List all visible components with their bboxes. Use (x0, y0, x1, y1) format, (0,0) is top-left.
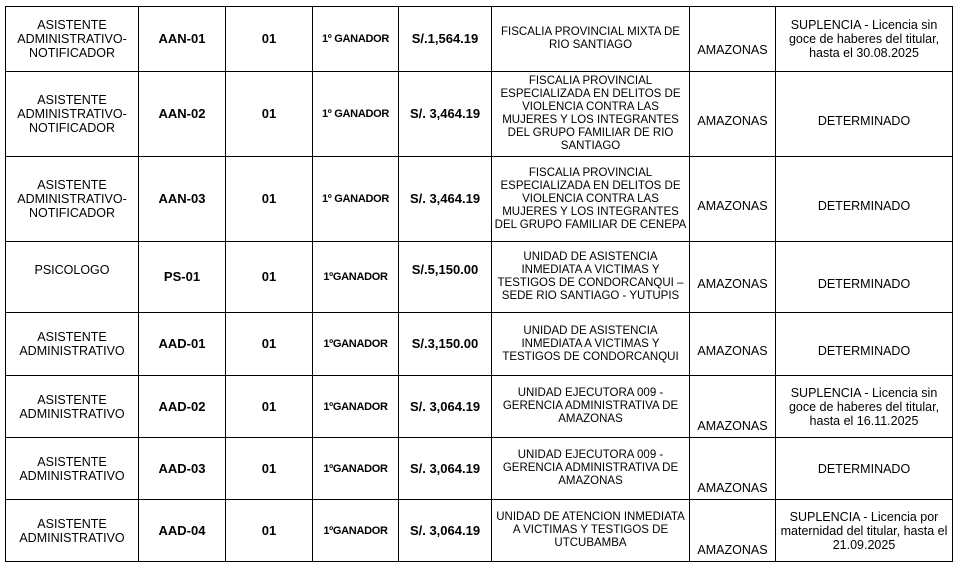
cantidad-cell: 01 (226, 500, 313, 562)
dependencia-cell: UNIDAD EJECUTORA 009 - GERENCIA ADMINISTRATIVA DE AMAZONAS (492, 376, 690, 438)
modalidad-cell: DETERMINADO (776, 242, 953, 313)
modalidad-cell: DETERMINADO (776, 157, 953, 242)
remuneracion-cell: S/. 3,064.19 (399, 438, 492, 500)
ganador-cell: 1ºGANADOR (313, 242, 399, 313)
table-row (6, 376, 953, 438)
region-cell: AMAZONAS (690, 7, 776, 72)
cargo-cell: ASISTENTE ADMINISTRATIVO-NOTIFICADOR (6, 157, 139, 242)
modalidad-cell: SUPLENCIA - Licencia sin goce de haberes del titular, hasta el 30.08.2025 (776, 7, 953, 72)
region-cell: AMAZONAS (690, 500, 776, 562)
table-row (6, 500, 953, 562)
remuneracion-cell: S/. 3,064.19 (399, 376, 492, 438)
ganador-cell: 1ºGANADOR (313, 500, 399, 562)
modalidad-cell: SUPLENCIA - Licencia por maternidad del titular, hasta el 21.09.2025 (776, 500, 953, 562)
region-cell: AMAZONAS (690, 157, 776, 242)
cargo-cell: ASISTENTE ADMINISTRATIVO-NOTIFICADOR (6, 72, 139, 157)
region-cell: AMAZONAS (690, 72, 776, 157)
remuneracion-cell: S/. 3,464.19 (399, 72, 492, 157)
table-row (6, 242, 953, 313)
dependencia-cell: FISCALIA PROVINCIAL ESPECIALIZADA EN DELITOS DE VIOLENCIA CONTRA LAS MUJERES Y LOS INTEGRANTES DEL GRUPO FAMILIAR DE RIO SANTIAGO (492, 72, 690, 157)
codigo-cell: PS-01 (139, 242, 226, 313)
codigo-cell: AAN-02 (139, 72, 226, 157)
modalidad-cell: DETERMINADO (776, 313, 953, 376)
remuneracion-cell: S/.1,564.19 (399, 7, 492, 72)
table-row (6, 313, 953, 376)
cargo-cell: ASISTENTE ADMINISTRATIVO (6, 376, 139, 438)
cargo-cell: ASISTENTE ADMINISTRATIVO-NOTIFICADOR (6, 7, 139, 72)
dependencia-cell: UNIDAD DE ATENCION INMEDIATA A VICTIMAS Y TESTIGOS DE UTCUBAMBA (492, 500, 690, 562)
dependencia-cell: UNIDAD EJECUTORA 009 - GERENCIA ADMINISTRATIVA DE AMAZONAS (492, 438, 690, 500)
remuneracion-cell: S/.3,150.00 (399, 313, 492, 376)
ganador-cell: 1ºGANADOR (313, 313, 399, 376)
table-row (6, 157, 953, 242)
dependencia-cell: UNIDAD DE ASISTENCIA INMEDIATA A VICTIMAS Y TESTIGOS DE CONDORCANQUI (492, 313, 690, 376)
cantidad-cell: 01 (226, 313, 313, 376)
region-cell: AMAZONAS (690, 242, 776, 313)
cargo-cell: PSICOLOGO (6, 242, 139, 313)
dependencia-cell: FISCALIA PROVINCIAL ESPECIALIZADA EN DELITOS DE VIOLENCIA CONTRA LAS MUJERES Y LOS INTEGRANTES DEL GRUPO FAMILIAR DE CENEPA (492, 157, 690, 242)
remuneracion-cell: S/.5,150.00 (399, 242, 492, 313)
region-cell: AMAZONAS (690, 376, 776, 438)
cantidad-cell: 01 (226, 242, 313, 313)
remuneracion-cell: S/. 3,464.19 (399, 157, 492, 242)
cantidad-cell: 01 (226, 376, 313, 438)
codigo-cell: AAD-02 (139, 376, 226, 438)
ganador-cell: 1ºGANADOR (313, 376, 399, 438)
remuneracion-cell: S/. 3,064.19 (399, 500, 492, 562)
table-row (6, 438, 953, 500)
modalidad-cell: SUPLENCIA - Licencia sin goce de haberes del titular, hasta el 16.11.2025 (776, 376, 953, 438)
cantidad-cell: 01 (226, 72, 313, 157)
ganador-cell: 1º GANADOR (313, 72, 399, 157)
dependencia-cell: UNIDAD DE ASISTENCIA INMEDIATA A VICTIMAS Y TESTIGOS DE CONDORCANQUI – SEDE RIO SANTIAGO - YUTUPIS (492, 242, 690, 313)
modalidad-cell: DETERMINADO (776, 438, 953, 500)
cargo-cell: ASISTENTE ADMINISTRATIVO (6, 500, 139, 562)
cantidad-cell: 01 (226, 7, 313, 72)
table-row (6, 72, 953, 157)
cantidad-cell: 01 (226, 438, 313, 500)
cantidad-cell: 01 (226, 157, 313, 242)
table-row (6, 7, 953, 72)
dependencia-cell: FISCALIA PROVINCIAL MIXTA DE RIO SANTIAGO (492, 7, 690, 72)
cargo-cell: ASISTENTE ADMINISTRATIVO (6, 313, 139, 376)
region-cell: AMAZONAS (690, 438, 776, 500)
cargo-cell: ASISTENTE ADMINISTRATIVO (6, 438, 139, 500)
codigo-cell: AAD-04 (139, 500, 226, 562)
codigo-cell: AAD-01 (139, 313, 226, 376)
codigo-cell: AAD-03 (139, 438, 226, 500)
ganador-cell: 1º GANADOR (313, 157, 399, 242)
ganador-cell: 1ºGANADOR (313, 438, 399, 500)
codigo-cell: AAN-03 (139, 157, 226, 242)
codigo-cell: AAN-01 (139, 7, 226, 72)
ganador-cell: 1º GANADOR (313, 7, 399, 72)
region-cell: AMAZONAS (690, 313, 776, 376)
modalidad-cell: DETERMINADO (776, 72, 953, 157)
vacancies-table (5, 6, 953, 562)
